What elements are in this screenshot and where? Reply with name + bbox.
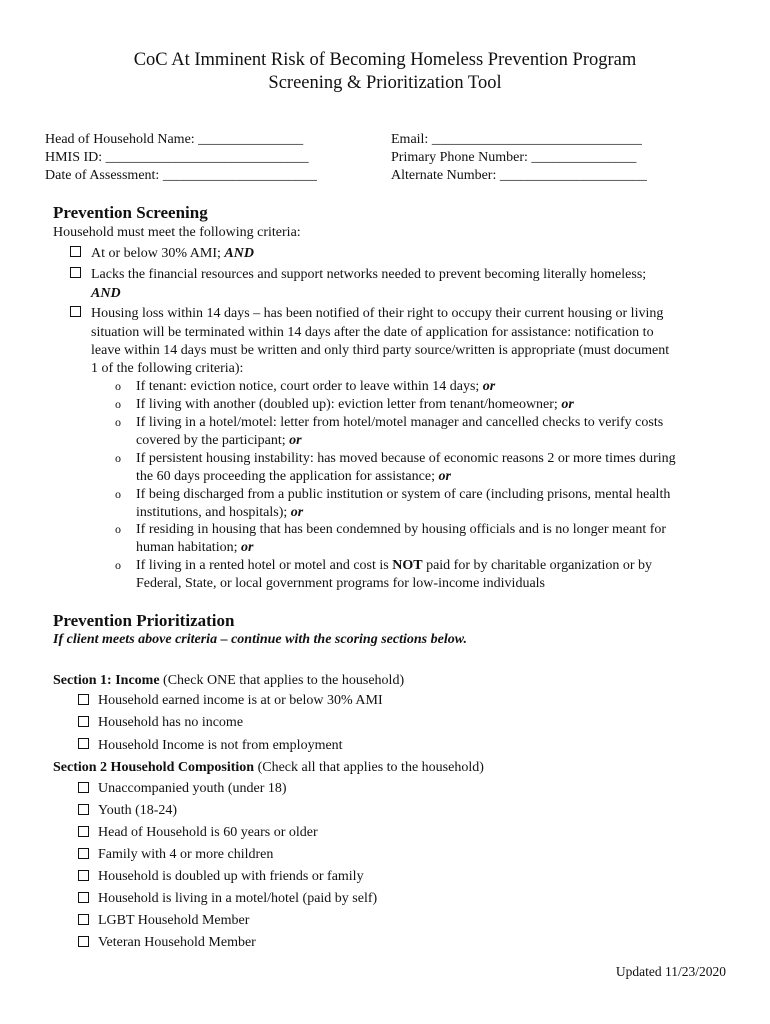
primary-phone-field[interactable]: Primary Phone Number: _______________ <box>391 150 637 165</box>
sub-criterion-item: If living with another (doubled up): eviction letter from tenant/homeowner; or <box>136 397 574 412</box>
date-of-assessment-field[interactable]: Date of Assessment: ______________________ <box>45 168 317 183</box>
composition-option-checkbox[interactable] <box>78 826 89 837</box>
bullet-icon: o <box>115 487 121 501</box>
composition-option-label: LGBT Household Member <box>98 913 250 928</box>
composition-option-checkbox[interactable] <box>78 936 89 947</box>
section1-heading: Section 1: Income (Check ONE that applies to the household) <box>53 673 405 688</box>
screening-intro: Household must meet the following criteria: <box>53 225 301 240</box>
income-option-checkbox[interactable] <box>78 694 89 705</box>
prioritization-instruction: If client meets above criteria – continue with the scoring sections below. <box>53 632 468 647</box>
composition-option-label: Head of Household is 60 years or older <box>98 825 318 840</box>
composition-option-label: Unaccompanied youth (under 18) <box>98 781 287 796</box>
sub-criterion-item: If living in a rented hotel or motel and cost is NOT paid for by charitable organization or by <box>136 558 653 573</box>
document-title-line1: CoC At Imminent Risk of Becoming Homeless Prevention Program <box>133 50 637 70</box>
criterion-ami-label: At or below 30% AMI; AND <box>91 246 254 261</box>
bullet-icon: o <box>115 451 121 465</box>
sub-criterion-item-cont: Federal, State, or local government programs for low-income individuals <box>136 576 546 591</box>
updated-date: Updated 11/23/2020 <box>615 964 726 979</box>
composition-option-checkbox[interactable] <box>78 914 89 925</box>
composition-option-label: Veteran Household Member <box>98 935 256 950</box>
sub-criterion-item-cont: the 60 days proceeding the application for assistance; or <box>136 469 451 484</box>
criterion-housing-loss-line: 1 of the following criteria): <box>91 361 244 376</box>
email-field[interactable]: Email: ______________________________ <box>391 132 642 147</box>
bullet-icon: o <box>115 558 121 572</box>
income-option-label: Household Income is not from employment <box>98 738 343 753</box>
sub-criterion-item-cont: covered by the participant; or <box>136 433 302 448</box>
sub-criterion-item: If tenant: eviction notice, court order to leave within 14 days; or <box>136 379 496 394</box>
income-option-checkbox[interactable] <box>78 738 89 749</box>
section2-heading: Section 2 Household Composition (Check all that applies to the household) <box>53 760 484 775</box>
composition-option-checkbox[interactable] <box>78 848 89 859</box>
hmis-id-field[interactable]: HMIS ID: _____________________________ <box>45 150 309 165</box>
sub-criterion-item-cont: institutions, and hospitals); or <box>136 505 304 520</box>
sub-criterion-item: If living in a hotel/motel: letter from hotel/motel manager and cancelled checks to verify costs <box>136 415 664 430</box>
composition-option-checkbox[interactable] <box>78 892 89 903</box>
composition-option-label: Household is doubled up with friends or family <box>98 869 364 884</box>
sub-criterion-item: If persistent housing instability: has moved because of economic reasons 2 or more times during <box>136 451 676 466</box>
sub-criterion-item: If being discharged from a public institution or system of care (including prisons, mental health <box>136 487 671 502</box>
income-option-label: Household has no income <box>98 715 244 730</box>
composition-option-checkbox[interactable] <box>78 782 89 793</box>
criterion-housing-loss-line: Housing loss within 14 days – has been notified of their right to occupy their current housing or living <box>91 306 664 321</box>
sub-criterion-item: If residing in housing that has been condemned by housing officials and is no longer meant for <box>136 522 667 537</box>
document-title-line2: Screening & Prioritization Tool <box>268 73 502 93</box>
prioritization-heading: Prevention Prioritization <box>53 611 235 630</box>
composition-option-checkbox[interactable] <box>78 870 89 881</box>
composition-option-label: Household is living in a motel/hotel (paid by self) <box>98 891 378 906</box>
bullet-icon: o <box>115 415 121 429</box>
criterion-housing-loss-line: leave within 14 days must be written and only third party source/written is appropriate (must document <box>91 343 670 358</box>
bullet-icon: o <box>115 379 121 393</box>
criterion-resources-and: AND <box>91 286 121 301</box>
criterion-resources-label: Lacks the financial resources and support networks needed to prevent becoming literally homeless; <box>91 267 647 282</box>
criterion-ami-checkbox[interactable] <box>70 246 81 257</box>
bullet-icon: o <box>115 397 121 411</box>
income-option-checkbox[interactable] <box>78 716 89 727</box>
criterion-housing-loss-checkbox[interactable] <box>70 306 81 317</box>
criterion-resources-checkbox[interactable] <box>70 267 81 278</box>
screening-heading: Prevention Screening <box>53 203 208 222</box>
bullet-icon: o <box>115 522 121 536</box>
alternate-number-field[interactable]: Alternate Number: _____________________ <box>391 168 647 183</box>
head-of-household-field[interactable]: Head of Household Name: _______________ <box>45 132 304 147</box>
composition-option-label: Family with 4 or more children <box>98 847 274 862</box>
composition-option-label: Youth (18-24) <box>98 803 178 818</box>
composition-option-checkbox[interactable] <box>78 804 89 815</box>
income-option-label: Household earned income is at or below 30% AMI <box>98 693 383 708</box>
criterion-housing-loss-line: situation will be terminated within 14 days after the date of application for assistance: notification to <box>91 325 654 340</box>
sub-criterion-item-cont: human habitation; or <box>136 540 254 555</box>
